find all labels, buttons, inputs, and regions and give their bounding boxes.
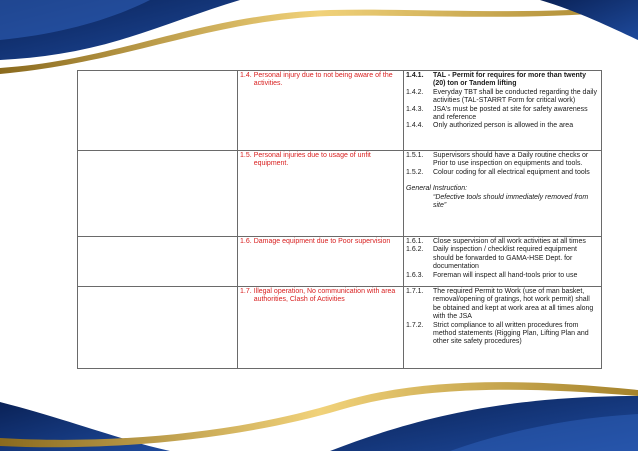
- general-instruction-label: General Instruction:: [406, 185, 468, 193]
- control-item: 1.6.2. Daily inspection / checklist required equipment should be forwarded to GAMA-HSE Dept. for documentation: [406, 246, 577, 271]
- control-cell: [404, 71, 602, 151]
- blank-cell: [78, 151, 238, 237]
- hazard-cell: [238, 151, 404, 237]
- blank-cell: [78, 71, 238, 151]
- control-item: 1.6.1. Close supervision of all work activities at all times: [406, 238, 586, 245]
- general-instruction-text: “Defective tools should immediately removed from site”: [433, 193, 589, 210]
- control-item: 1.4.2. Everyday TBT shall be conducted regarding the daily activities (TAL-STARRT Form for critical work): [406, 88, 597, 105]
- table-row: [78, 71, 602, 151]
- hazard-control-table: [77, 70, 602, 369]
- hazard-text: Illegal operation, No communication with area authorities, Clash of Activities: [253, 288, 396, 304]
- control-item: 1.4.1. TAL - Permit for requires for more than twenty (20) ton or Tandem lifting: [406, 72, 586, 88]
- hazard-text: Personal injuries due to usage of unfit equipment.: [253, 152, 371, 168]
- control-item: 1.4.3. JSA's must be posted at site for safety awareness and reference: [406, 105, 588, 122]
- control-item: 1.7.2. Strict compliance to all written procedures from method statements (Rigging Plan, Lifting Plan and other site safety procedures): [406, 321, 589, 346]
- table-row: [78, 151, 602, 237]
- hazard-text: Personal injury due to not being aware of the activities.: [253, 72, 393, 88]
- control-item: 1.7.1. The required Permit to Work (use of man basket, removal/opening of gratings, hot work permit) shall be obtained and kept at work area at all times along with the JSA: [406, 288, 594, 321]
- hazard-number: 1.6.: [240, 238, 252, 245]
- hazard-text: Damage equipment due to Poor supervision: [253, 238, 391, 245]
- control-item: 1.5.1. Supervisors should have a Daily routine checks or Prior to use inspection on equipments and tools.: [406, 152, 589, 168]
- hazard-number: 1.4.: [240, 72, 252, 79]
- control-cell: [404, 151, 602, 237]
- blank-cell: [78, 237, 238, 287]
- hazard-cell: [238, 71, 404, 151]
- control-item: 1.6.3. Foreman will inspect all hand-tools prior to use: [406, 271, 578, 279]
- table-row: [78, 287, 602, 369]
- hazard-cell: [238, 287, 404, 369]
- hazard-cell: [238, 237, 404, 287]
- hazard-number: 1.7.: [240, 288, 252, 295]
- control-item: 1.5.2. Colour coding for all electrical equipment and tools: [406, 168, 590, 176]
- table-row: [78, 237, 602, 287]
- hazard-number: 1.5.: [240, 152, 252, 159]
- top-right-navy-wave: [540, 0, 638, 40]
- control-item: 1.4.4. Only authorized person is allowed in the area: [406, 122, 574, 130]
- control-cell: [404, 237, 602, 287]
- control-cell: [404, 287, 602, 369]
- blank-cell: [78, 287, 238, 369]
